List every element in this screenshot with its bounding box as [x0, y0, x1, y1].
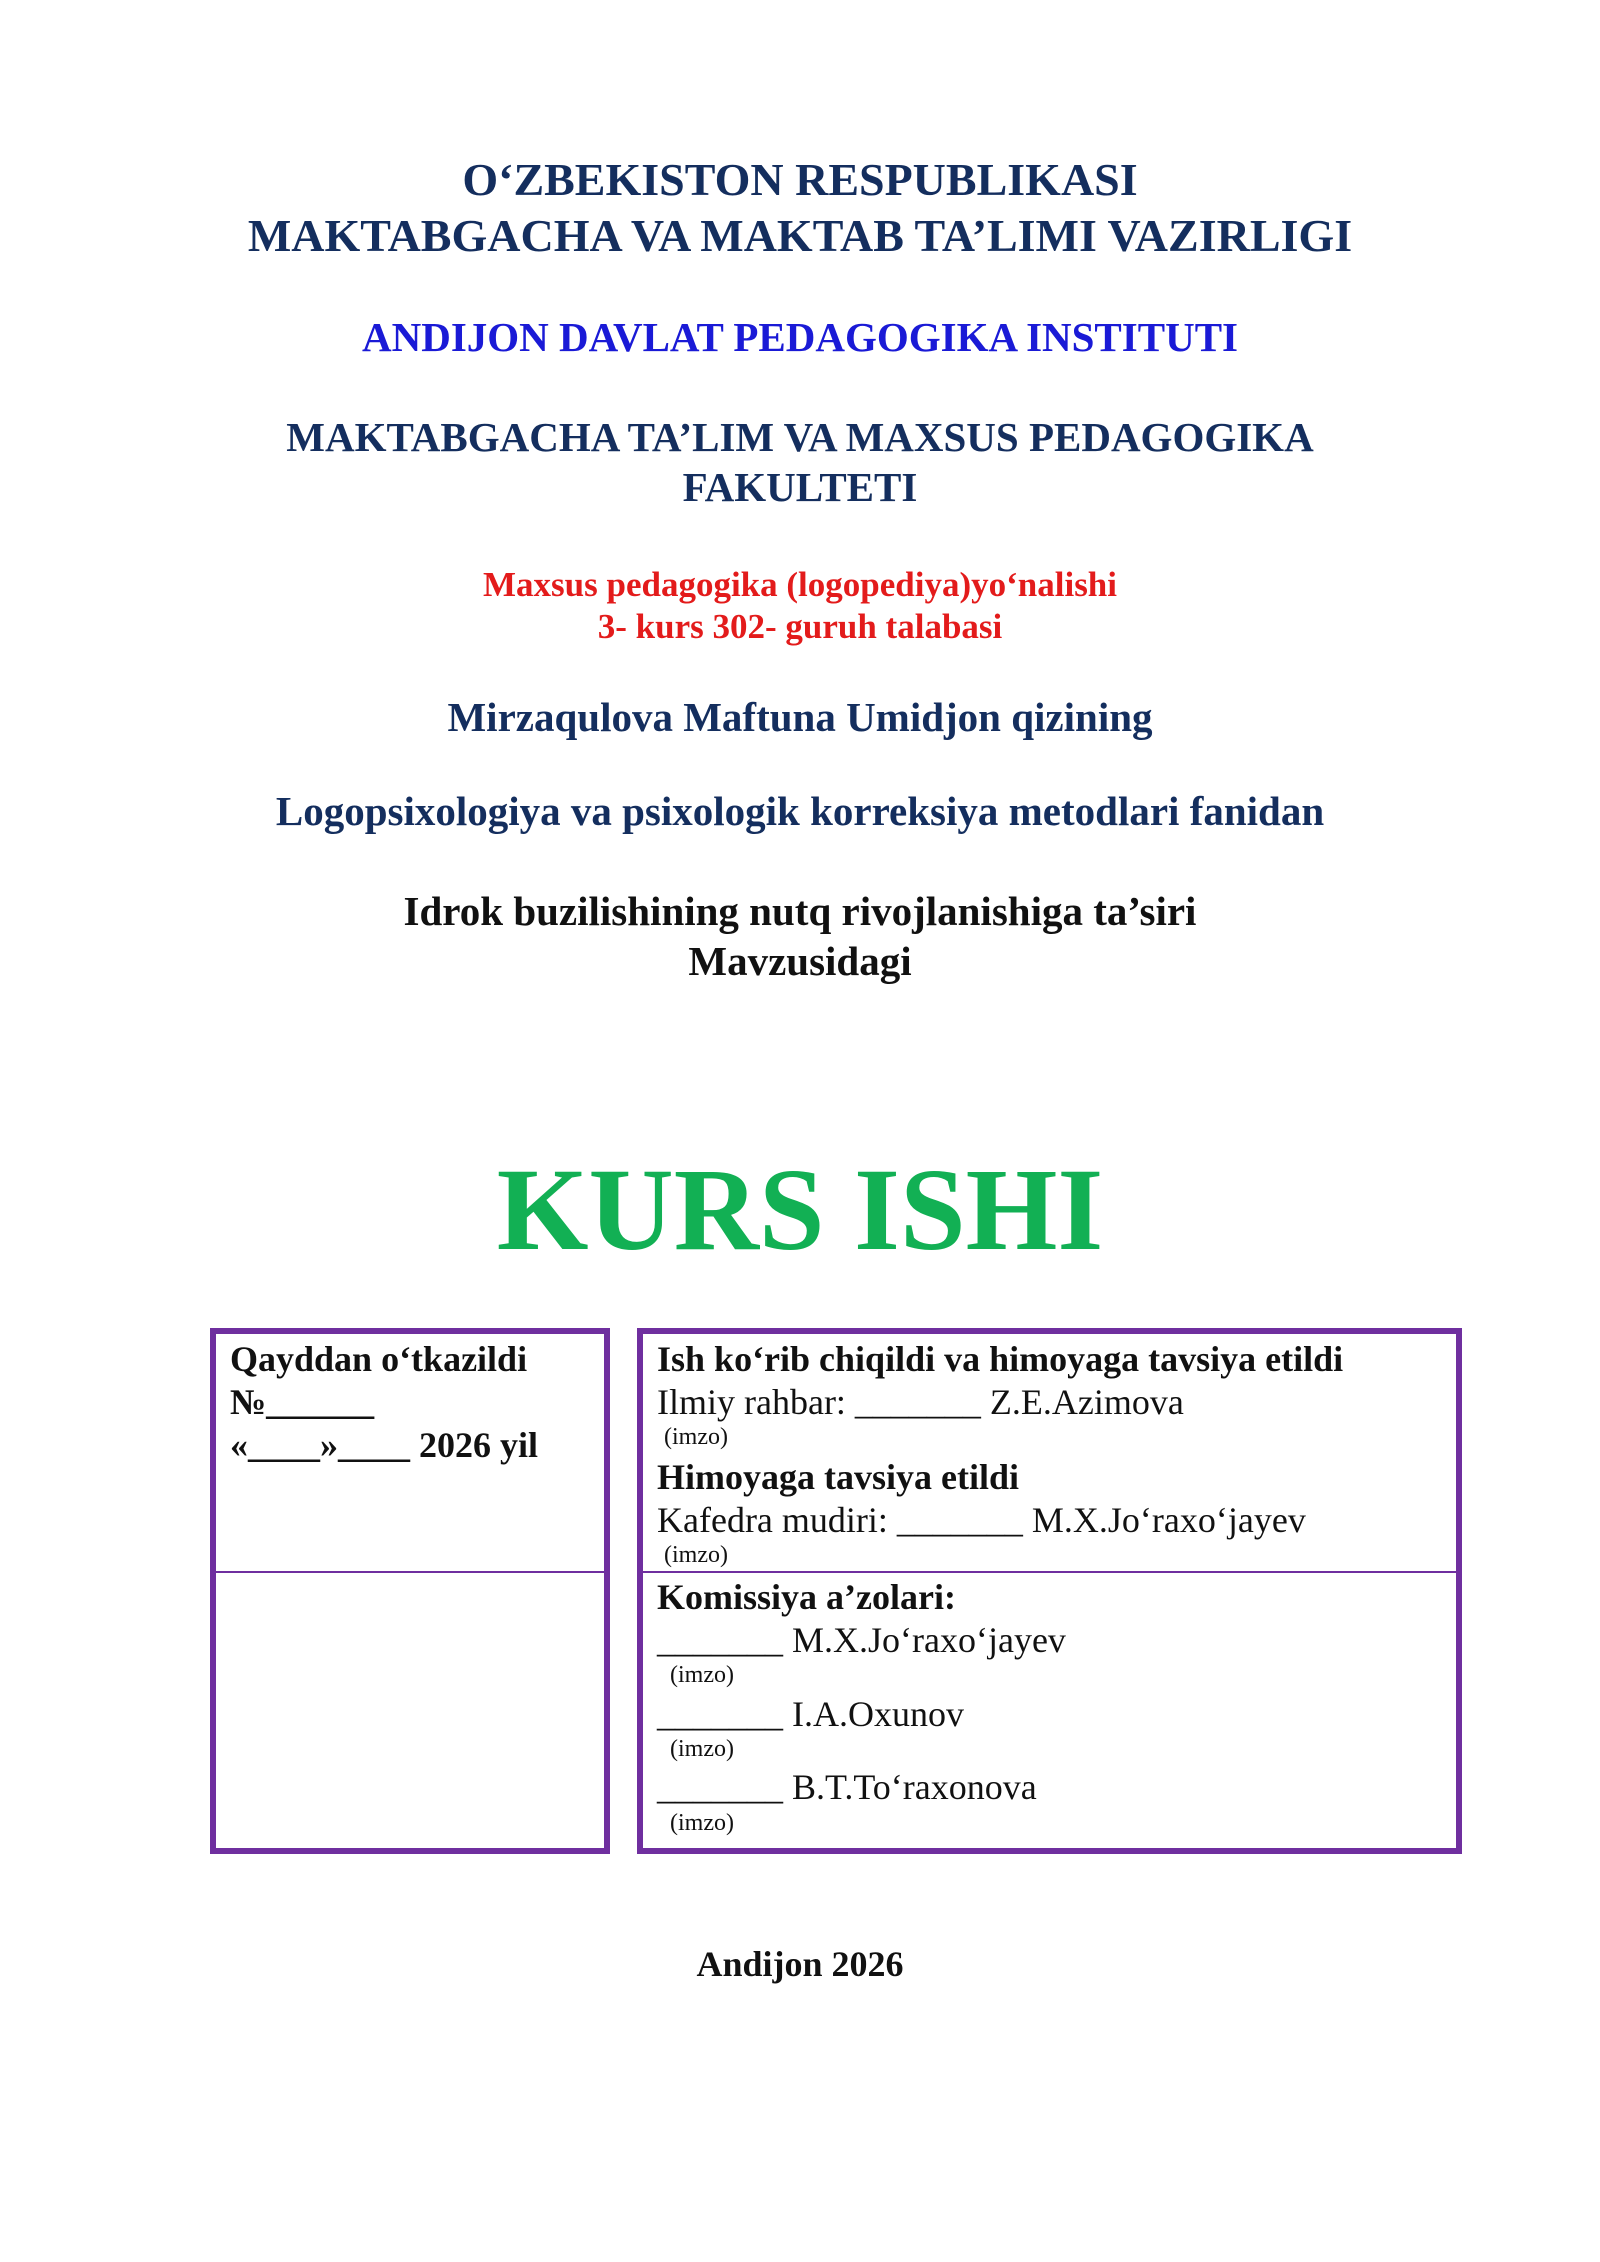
- commission-member-3-note: (imzo): [670, 1810, 734, 1836]
- registration-title: Qayddan o‘tkazildi: [230, 1339, 528, 1379]
- subject-name: Logopsixologiya va psixologik korreksiya metodlari fanidan: [275, 788, 1325, 834]
- faculty-line-1: MAKTABGACHA TA’LIM VA MAXSUS PEDAGOGIKA: [286, 414, 1314, 460]
- review-title: Ish ko‘rib chiqildi va himoyaga tavsiya etildi: [657, 1339, 1344, 1379]
- advisor-line: Ilmiy rahbar: _______ Z.E.Azimova: [657, 1382, 1184, 1422]
- registration-number: №______: [230, 1382, 375, 1422]
- topic-line-1: Idrok buzilishining nutq rivojlanishiga ta’siri: [403, 888, 1197, 934]
- registration-date: «____»____ 2026 yil: [230, 1425, 539, 1465]
- topic-line-2: Mavzusidagi: [688, 938, 912, 984]
- advisor-signature-note: (imzo): [664, 1424, 728, 1450]
- department-head-line: Kafedra mudiri: _______ M.X.Jo‘raxo‘jayev: [657, 1500, 1306, 1540]
- document-title: KURS ISHI: [496, 1144, 1104, 1275]
- recommend-title: Himoyaga tavsiya etildi: [657, 1457, 1019, 1497]
- direction-line-1: Maxsus pedagogika (logopediya)yo‘nalishi: [483, 565, 1117, 604]
- commission-member-2: _______ I.A.Oxunov: [657, 1694, 964, 1734]
- commission-member-1-note: (imzo): [670, 1662, 734, 1688]
- left-row-divider: [216, 1571, 604, 1573]
- city-year: Andijon 2026: [696, 1944, 904, 1984]
- commission-member-1: _______ M.X.Jo‘raxo‘jayev: [657, 1620, 1066, 1660]
- ministry-line-1: O‘ZBEKISTON RESPUBLIKASI: [462, 154, 1138, 205]
- institute-name: ANDIJON DAVLAT PEDAGOGIKA INSTITUTI: [362, 314, 1238, 360]
- commission-member-3: _______ B.T.To‘raxonova: [657, 1767, 1037, 1807]
- ministry-line-2: MAKTABGACHA VA MAKTAB TA’LIMI VAZIRLIGI: [247, 210, 1353, 261]
- commission-title: Komissiya a’zolari:: [657, 1577, 956, 1617]
- faculty-line-2: FAKULTETI: [682, 464, 918, 510]
- commission-member-2-note: (imzo): [670, 1736, 734, 1762]
- right-row-divider: [643, 1571, 1456, 1573]
- head-signature-note: (imzo): [664, 1542, 728, 1568]
- student-name: Mirzaqulova Maftuna Umidjon qizining: [447, 694, 1153, 740]
- direction-line-2: 3- kurs 302- guruh talabasi: [597, 607, 1003, 646]
